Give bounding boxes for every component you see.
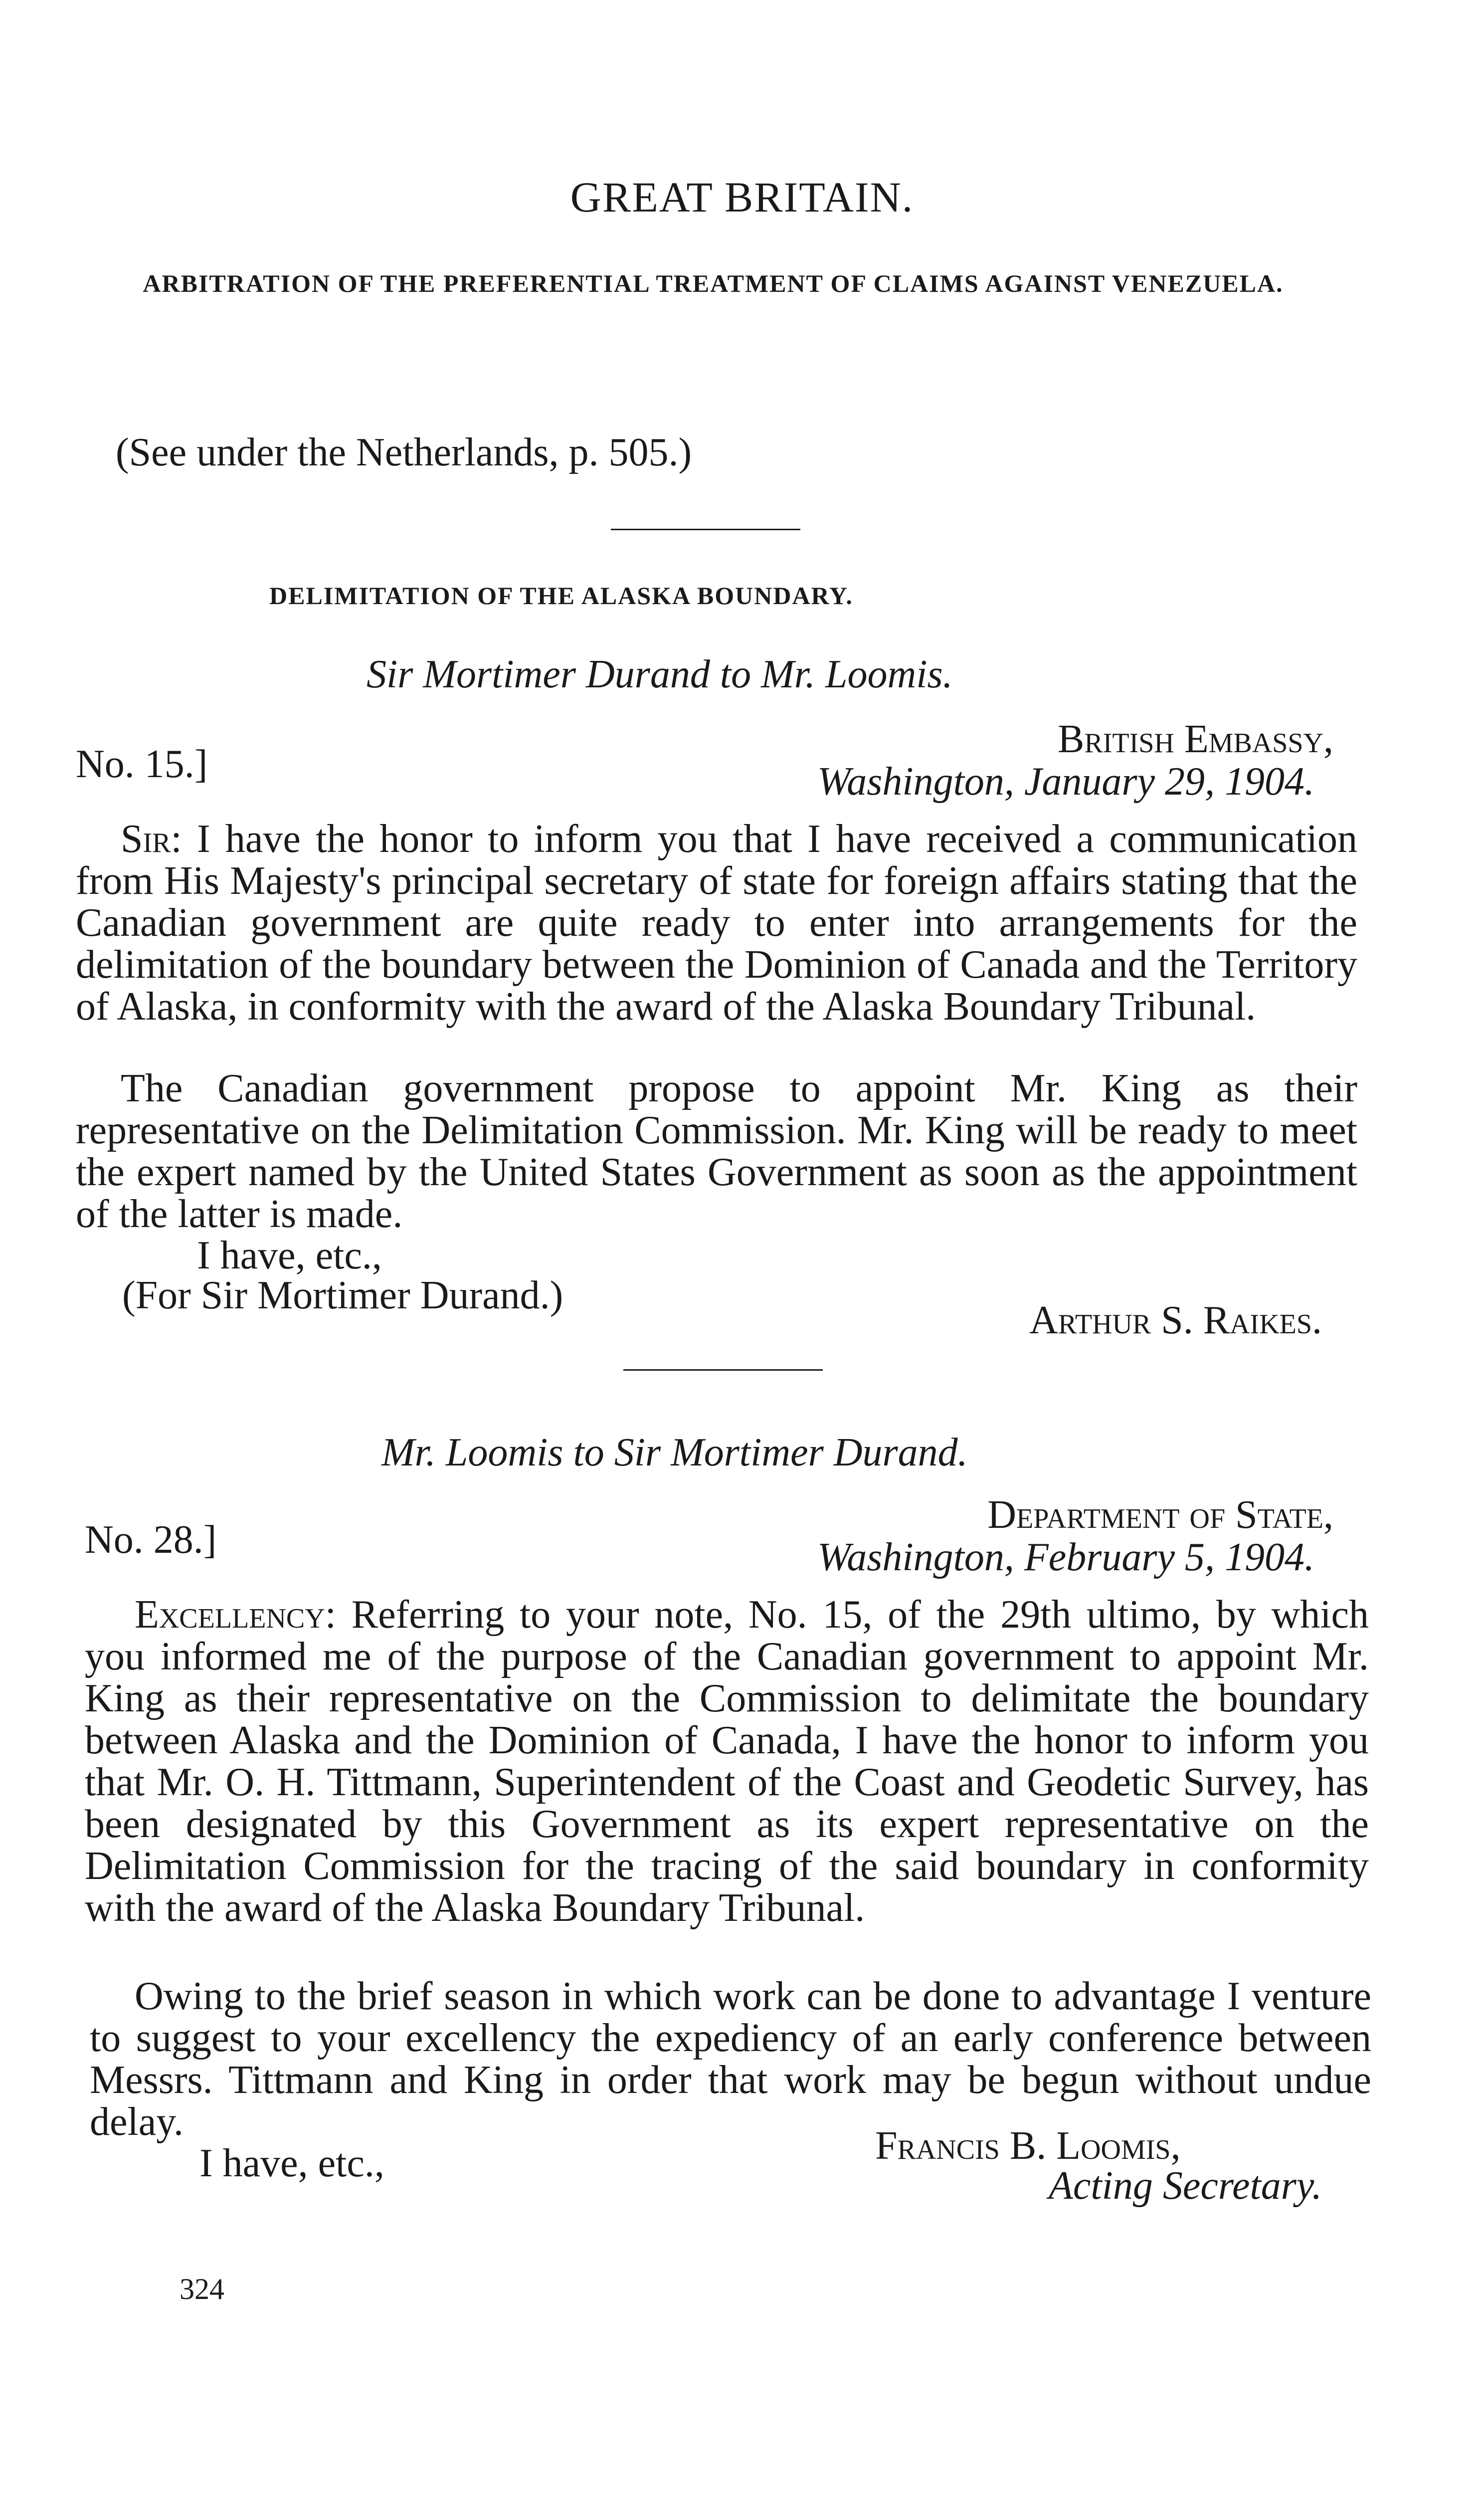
divider-rule — [623, 1369, 823, 1371]
letter1-salutation: Sir: — [121, 817, 182, 861]
letter1-para1-text: I have the honor to inform you that I have received a communication from His Majesty's principal secretary of state for foreign affairs stating that the Canadian government are quite ready to enter into arrangements for the delimitation of the boundary between the Dominion of Canada and the Territory of Alaska, in conformity with the award of the Alaska Boundary Tribunal. — [76, 817, 1358, 1029]
divider-rule — [611, 529, 800, 530]
letter2-closing: I have, etc., — [199, 2141, 384, 2185]
letter1-paragraph-2: The Canadian government propose to appoint Mr. King as their representative on the Delimitation Commission. Mr. King will be ready to meet the expert named by the United States Government as soon as the appointment of the latter is made. — [76, 1066, 1357, 1236]
letter2-heading: Mr. Loomis to Sir Mortimer Durand. — [381, 1431, 968, 1474]
letter2-paragraph-2: Owing to the brief season in which work can be done to advantage I venture to suggest to your excellency the expediency of an early conference between Messrs. Tittmann and King in order that work may be begun without undue delay. — [90, 1974, 1371, 2144]
letter2-signature-title: Acting Secretary. — [1049, 2164, 1322, 2208]
page-number: 324 — [180, 2273, 224, 2305]
letter1-for-line: (For Sir Mortimer Durand.) — [122, 1273, 563, 1317]
letter2-para1-text: Referring to your note, No. 15, of the 29th ultimo, by which you informed me of the purpose of the Canadian government to appoint Mr. King as their representative on the Commission to delimitate the boundary between Alaska and the Dominion of Canada, I have the honor to inform you that Mr. O. H. Tittmann, Superintendent of the Coast and Geodetic Survey, has been designated by this Government as its expert representative on the Delimitation Commission for the tracing of the said boundary in conformity with the award of the Alaska Boundary Tribunal. — [85, 1593, 1369, 1930]
letter1-origin: British Embassy, — [1058, 717, 1333, 761]
letter1-heading: Sir Mortimer Durand to Mr. Loomis. — [367, 652, 953, 696]
letter1-number: No. 15.] — [76, 742, 208, 786]
letter2-origin: Department of State, — [987, 1493, 1333, 1537]
letter1-closing: I have, etc., — [197, 1234, 382, 1277]
letter2-signature: Francis B. Loomis, — [875, 2124, 1181, 2168]
letter2-paragraph-1 — [85, 1594, 1369, 1929]
letter1-paragraph-1 — [76, 818, 1357, 1028]
letter1-signature: Arthur S. Raikes. — [1029, 1298, 1322, 1342]
letter1-place-date: Washington, January 29, 1904. — [817, 760, 1314, 804]
section2-title: DELIMITATION OF THE ALASKA BOUNDARY. — [269, 582, 853, 610]
cross-reference: (See under the Netherlands, p. 505.) — [116, 430, 692, 474]
letter2-place-date: Washington, February 5, 1904. — [817, 1535, 1314, 1579]
letter2-salutation: Excellency: — [135, 1593, 336, 1637]
country-heading: GREAT BRITAIN. — [570, 173, 914, 221]
letter2-number: No. 28.] — [85, 1518, 217, 1562]
section1-title: ARBITRATION OF THE PREFERENTIAL TREATMENT OF CLAIMS AGAINST VENEZUELA. — [143, 269, 1284, 297]
